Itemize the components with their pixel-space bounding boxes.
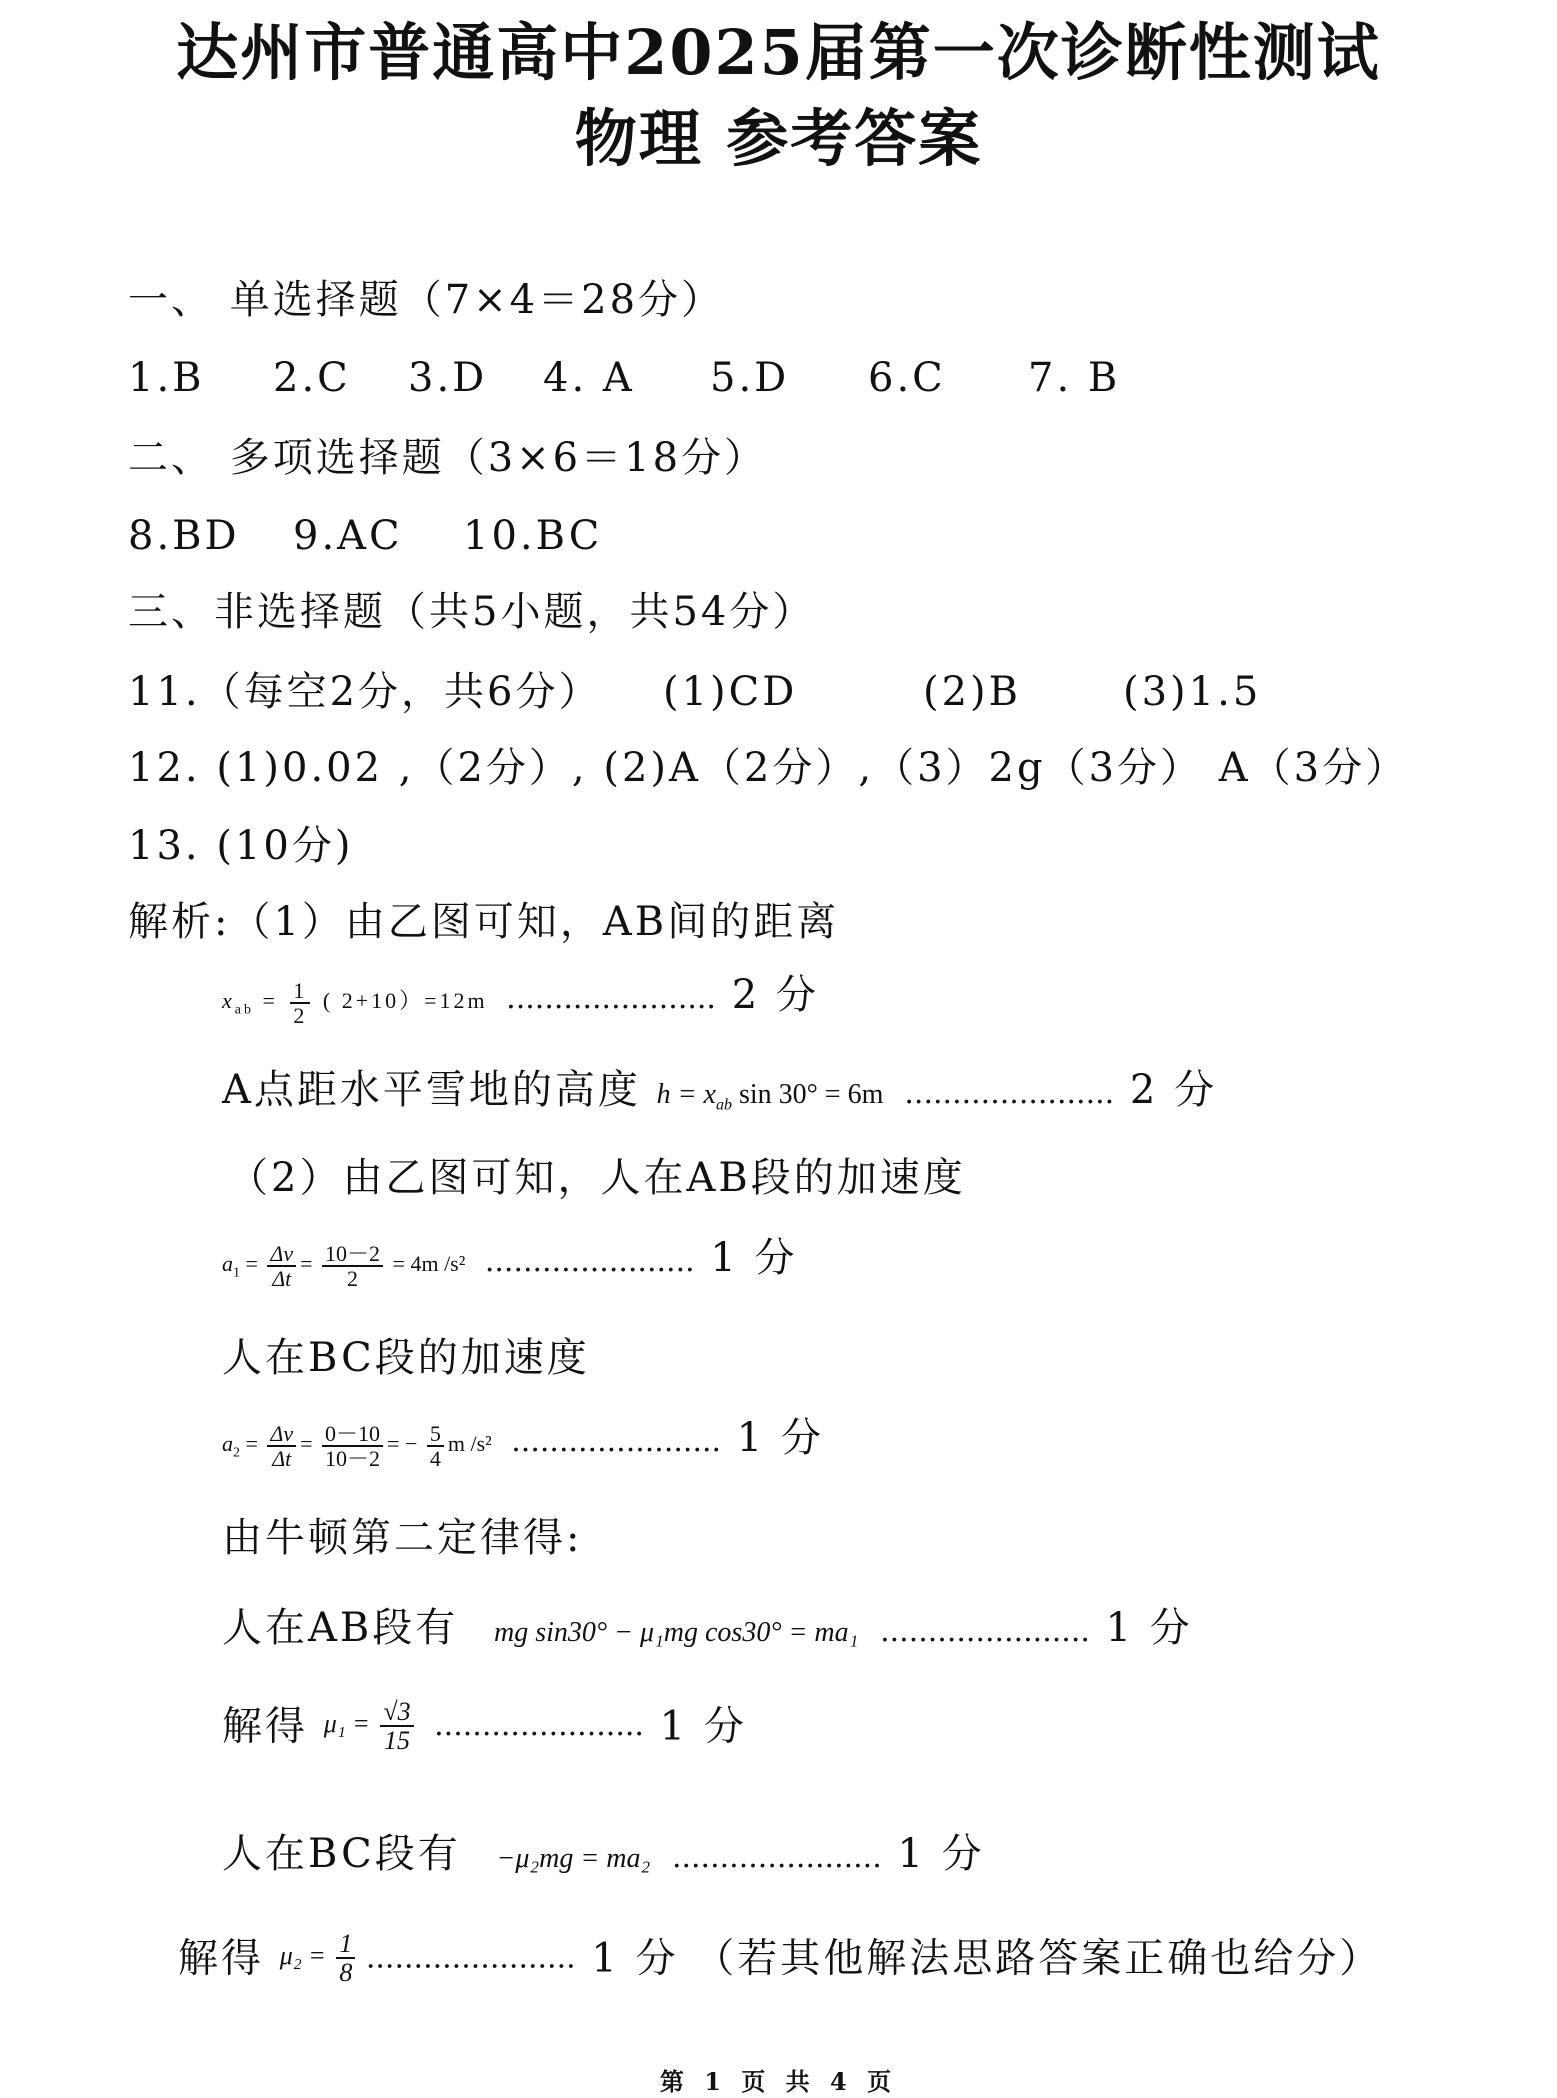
eq-a1-line <box>222 1235 798 1291</box>
eq-xab-line <box>222 972 819 1028</box>
eq-mu2-line <box>178 1930 1382 1987</box>
q13-analysis: 解析:（1）由乙图可知，AB间的距离 <box>128 899 840 945</box>
eq-a2-line <box>222 1415 824 1471</box>
answer-6: 6.C <box>868 355 946 401</box>
eq-h-formula: $h = x_{ab}$ sin 30° = 6m <box>656 1079 884 1114</box>
q13-note: （若其他解法思路答案正确也给分） <box>694 1935 1383 1982</box>
eq-a1-score: 1 分 <box>710 1235 798 1281</box>
bc-text: 人在BC段的加速度 <box>222 1335 590 1381</box>
q11-answer-1: (1)CD <box>663 669 798 715</box>
height-line <box>222 1067 1218 1114</box>
eq-a2-score: 1 分 <box>736 1415 824 1461</box>
section1-heading: 一、 单选择题（7×4＝28分） <box>128 277 725 323</box>
eq-mu1-formula: μ₁ = $\frac{√3}{15}$ <box>324 1709 424 1738</box>
eq-mu2-formula: μ₂ = $\frac{1}{8}$ <box>280 1941 366 1970</box>
bc2-text: 人在BC段有 <box>222 1831 461 1877</box>
eq-a1-dots: ...................... <box>484 1244 695 1279</box>
eq-xab-dots: ...................... <box>506 981 716 1016</box>
eq-mu2-score: 1 分 <box>591 1935 679 1982</box>
section2-heading: 二、 多项选择题（3×6＝18分） <box>128 435 768 481</box>
answer-4: 4. A <box>543 355 635 401</box>
eq-bc-line <box>222 1831 985 1877</box>
answer-10: 10.BC <box>463 513 603 559</box>
eq-bc-dots: ...................... <box>671 1840 882 1875</box>
eq-a2-dots: ...................... <box>511 1424 722 1459</box>
answer-7: 7. B <box>1028 355 1121 401</box>
eq-mu1-dots: ...................... <box>434 1708 644 1744</box>
ab-text: 人在AB段有 <box>222 1605 459 1651</box>
doc-title-line1: 达州市普通高中2025届第一次诊断性测试 <box>176 16 1381 89</box>
q11-answer-3: (3)1.5 <box>1123 669 1262 715</box>
solve1-label: 解得 <box>222 1703 308 1750</box>
solve2-label: 解得 <box>178 1935 264 1982</box>
q12-line: 12. (1)0.02 ,（2分）, (2)A（2分）,（3）2g（3分） A（3分） <box>128 745 1409 791</box>
eq-a2-formula: $a_2$ = $\frac{\Delta v}{\Delta t}$ = $\frac{0-10}{10-2}$ = − $\frac{5}{4}$ m /s² <box>222 1420 492 1471</box>
doc-title-line2: 物理 参考答案 <box>574 102 983 175</box>
answer-2: 2.C <box>273 355 351 401</box>
newton-text: 由牛顿第二定律得: <box>222 1515 583 1561</box>
eq-ab-formula: mg sin30° − μ₁mg cos30° = ma₁ <box>494 1617 859 1648</box>
page-footer: 第 1 页 共 4 页 <box>659 2067 898 2096</box>
eq-ab-line <box>222 1605 1193 1651</box>
eq-bc-formula: −μ₂mg = ma₂ <box>496 1843 651 1874</box>
q11-line <box>128 669 1262 715</box>
eq-ab-score: 1 分 <box>1105 1605 1193 1651</box>
q11-label: 11.（每空2分，共6分） <box>128 669 602 715</box>
eq-a1-formula: $a_1$ = $\frac{\Delta v}{\Delta t}$ = $\frac{10-2}{2}$ = 4m /s² <box>222 1240 466 1291</box>
answer-1: 1.B <box>128 355 205 401</box>
eq-h-score: 2 分 <box>1129 1067 1218 1113</box>
eq-mu2-dots: ...................... <box>365 1940 576 1976</box>
answer-9: 9.AC <box>293 513 403 559</box>
answer-3: 3.D <box>408 355 488 401</box>
height-text: A点距水平雪地的高度 <box>222 1067 641 1113</box>
eq-xab-score: 2 分 <box>731 972 819 1018</box>
answer-8: 8.BD <box>128 513 240 559</box>
part2-text: （2）由乙图可知，人在AB段的加速度 <box>228 1155 966 1201</box>
q11-answer-2: (2)B <box>923 669 1022 715</box>
section3-heading: 三、非选择题（共5小题，共54分） <box>128 589 816 635</box>
answer-5: 5.D <box>710 355 790 401</box>
eq-xab-formula: $x_{ab}$ = $\frac{1}{2}$ ( 2+10）=12m <box>222 977 488 1028</box>
eq-h-dots: ...................... <box>904 1076 1115 1111</box>
eq-mu1-line <box>222 1698 747 1755</box>
eq-bc-score: 1 分 <box>897 1831 985 1877</box>
eq-ab-dots: ...................... <box>880 1614 1090 1649</box>
q13-label: 13. (10分) <box>128 823 354 869</box>
eq-mu1-score: 1 分 <box>659 1703 747 1750</box>
